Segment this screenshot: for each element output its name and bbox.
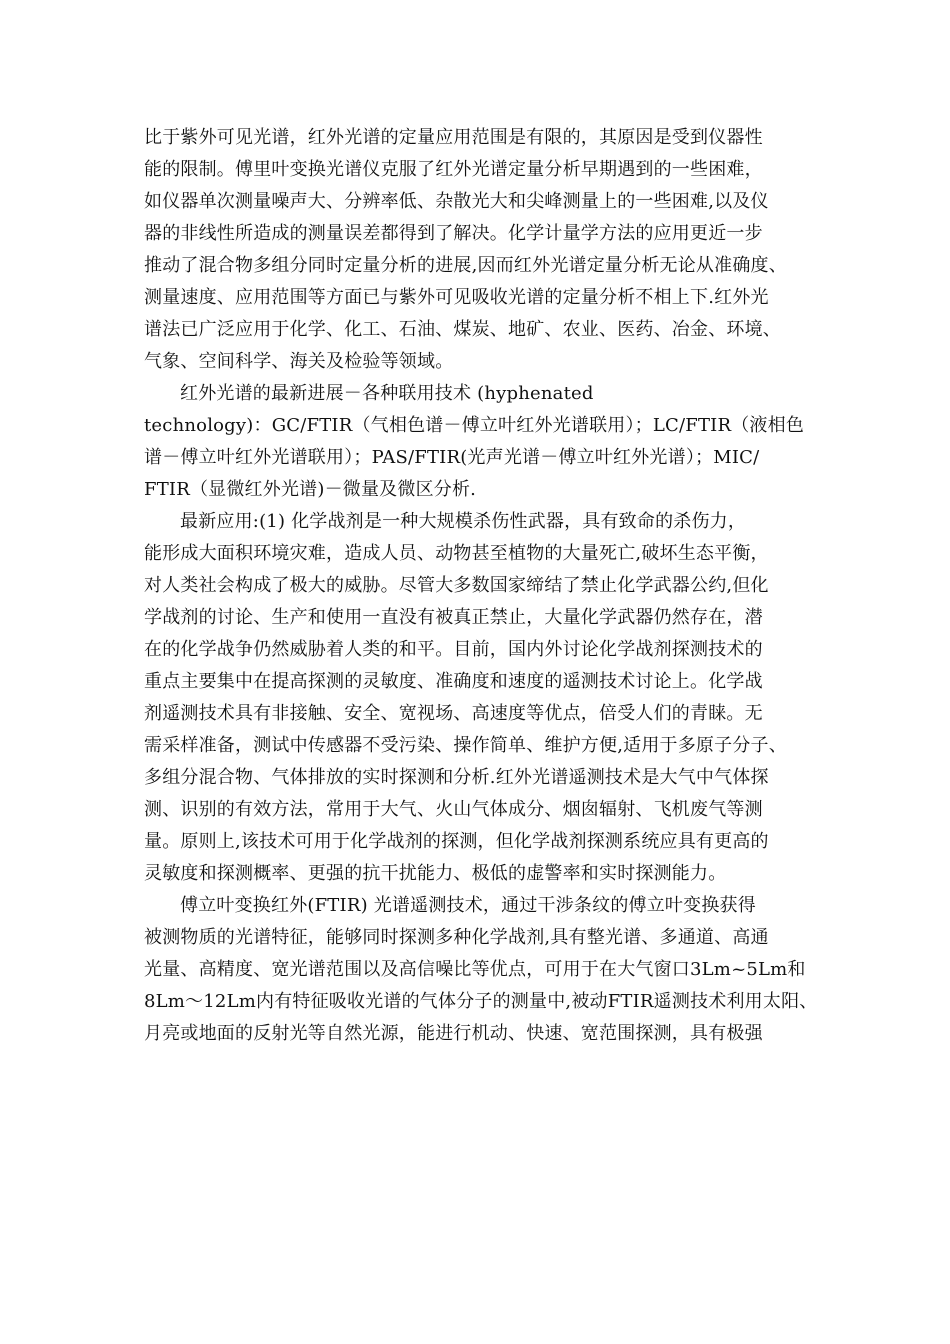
text-line: 能形成大面积环境灾难，造成人员、动物甚至植物的大量死亡,破坏生态平衡，: [144, 543, 769, 564]
text-line: FTIR（显微红外光谱)－微量及微区分析.: [144, 479, 477, 500]
text-line: 能的限制。傅里叶变换光谱仪克服了红外光谱定量分析早期遇到的一些困难，: [144, 159, 763, 180]
text-line: technology)：GC/FTIR（气相色谱－傅立叶红外光谱联用）；LC/FTIR（液相色: [144, 415, 805, 436]
text-line: 量。原则上,该技术可用于化学战剂的探测，但化学战剂探测系统应具有更高的: [144, 831, 769, 852]
text-line: 如仪器单次测量噪声大、分辨率低、杂散光大和尖峰测量上的一些困难,以及仪: [144, 191, 769, 212]
paragraph-start-line: 傅立叶变换红外(FTIR) 光谱遥测技术，通过干涉条纹的傅立叶变换获得: [180, 895, 756, 916]
text-line: 8Lm～12Lm内有特征吸收光谱的气体分子的测量中,被动FTIR遥测技术利用太阳、: [144, 991, 818, 1012]
text-line: 多组分混合物、气体排放的实时探测和分析.红外光谱遥测技术是大气中气体探: [144, 767, 769, 788]
text-line: 比于紫外可见光谱，红外光谱的定量应用范围是有限的，其原因是受到仪器性: [144, 127, 763, 148]
paragraph-start-line: 红外光谱的最新进展－各种联用技术 (hyphenated: [180, 383, 594, 404]
text-line: 器的非线性所造成的测量误差都得到了解决。化学计量学方法的应用更近一步: [144, 223, 763, 244]
text-line: 对人类社会构成了极大的威胁。尽管大多数国家缔结了禁止化学武器公约,但化: [144, 575, 769, 596]
text-line: 谱法已广泛应用于化学、化工、石油、煤炭、地矿、农业、医药、冶金、环境、: [144, 319, 781, 340]
text-line: 月亮或地面的反射光等自然光源，能进行机动、快速、宽范围探测，具有极强: [144, 1023, 763, 1044]
text-line: 在的化学战争仍然威胁着人类的和平。目前，国内外讨论化学战剂探测技术的: [144, 639, 763, 660]
text-line: 推动了混合物多组分同时定量分析的进展,因而红外光谱定量分析无论从准确度、: [144, 255, 787, 276]
text-line: 光量、高精度、宽光谱范围以及高信噪比等优点，可用于在大气窗口3Lm~5Lm和: [144, 959, 806, 980]
text-line: 剂遥测技术具有非接触、安全、宽视场、高速度等优点，倍受人们的青睐。无: [144, 703, 763, 724]
text-line: 测、识别的有效方法，常用于大气、火山气体成分、烟囱辐射、飞机废气等测: [144, 799, 763, 820]
text-line: 重点主要集中在提高探测的灵敏度、准确度和速度的遥测技术讨论上。化学战: [144, 671, 763, 692]
text-line: 灵敏度和探测概率、更强的抗干扰能力、极低的虚警率和实时探测能力。: [144, 863, 727, 884]
text-line: 需采样准备，测试中传感器不受污染、操作简单、维护方便,适用于多原子分子、: [144, 735, 787, 756]
text-line: 学战剂的讨论、生产和使用一直没有被真正禁止，大量化学武器仍然存在，潜: [144, 607, 763, 628]
text-line: 谱－傅立叶红外光谱联用）；PAS/FTIR(光声光谱－傅立叶红外光谱）；MIC/: [144, 447, 760, 468]
text-line: 气象、空间科学、海关及检验等领域。: [144, 351, 454, 372]
paragraph-start-line: 最新应用:(1) 化学战剂是一种大规模杀伤性武器，具有致命的杀伤力，: [180, 511, 747, 532]
text-line: 测量速度、应用范围等方面已与紫外可见吸收光谱的定量分析不相上下.红外光: [144, 287, 769, 308]
text-line: 被测物质的光谱特征，能够同时探测多种化学战剂,具有整光谱、多通道、高通: [144, 927, 769, 948]
